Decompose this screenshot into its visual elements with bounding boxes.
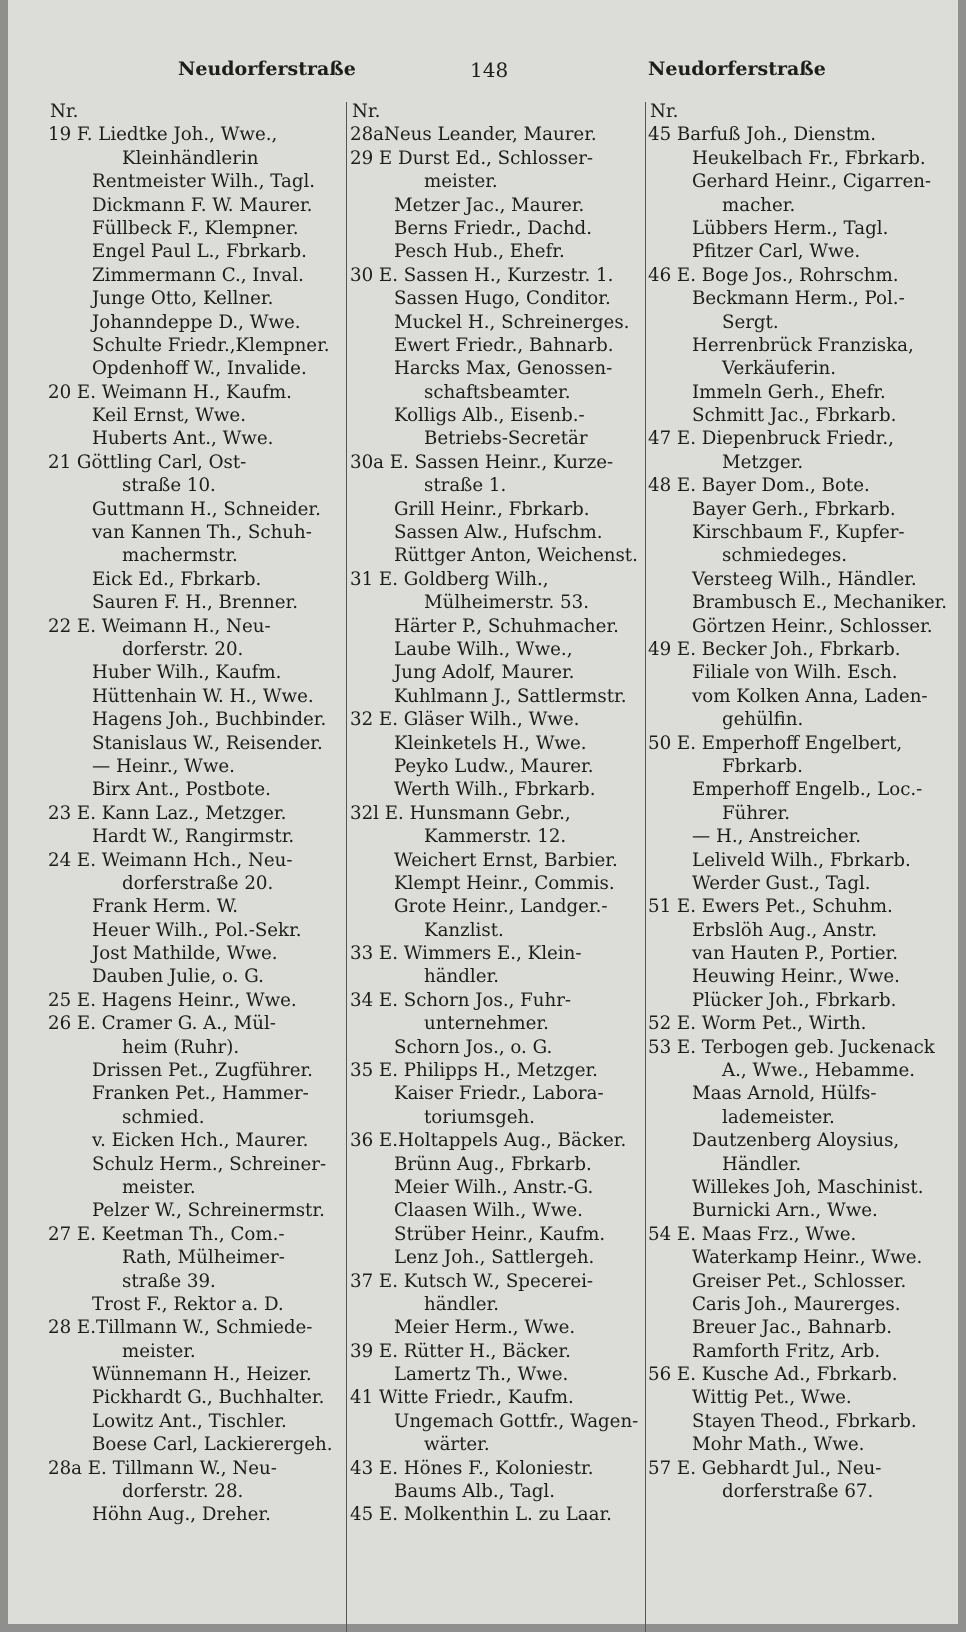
directory-line: 57 E. Gebhardt Jul., Neu- [648, 1457, 882, 1479]
directory-line: schmiedeges. [722, 545, 847, 567]
directory-line: 28aNeus Leander, Maurer. [350, 124, 597, 146]
directory-line: Frank Herm. W. [92, 896, 239, 918]
directory-line: Huberts Ant., Wwe. [92, 428, 274, 450]
directory-line: 41 Witte Friedr., Kaufm. [350, 1387, 574, 1409]
directory-line: Herrenbrück Franziska, [692, 334, 914, 356]
directory-line: Grill Heinr., Fbrkarb. [394, 498, 590, 520]
directory-line: Boese Carl, Lackierergeh. [92, 1434, 333, 1456]
directory-line: 24 E. Weimann Hch., Neu- [48, 849, 293, 871]
directory-line: Waterkamp Heinr., Wwe. [692, 1247, 923, 1269]
directory-line: 26 E. Cramer G. A., Mül- [48, 1013, 276, 1035]
directory-line: Pickhardt G., Buchhalter. [92, 1387, 325, 1409]
directory-line: Drissen Pet., Zugführer. [92, 1060, 313, 1082]
directory-line: Wittig Pet., Wwe. [692, 1387, 852, 1409]
directory-line: dorferstraße 20. [122, 872, 274, 894]
directory-line: 56 E. Kusche Ad., Fbrkarb. [648, 1364, 898, 1386]
directory-line: gehülfin. [722, 709, 804, 731]
directory-line: 48 E. Bayer Dom., Bote. [648, 475, 870, 497]
directory-line: Kirschbaum F., Kupfer- [692, 522, 905, 544]
directory-line: Mohr Math., Wwe. [692, 1434, 865, 1456]
directory-line: dorferstraße 67. [722, 1481, 874, 1503]
directory-line: Lübbers Herm., Tagl. [692, 217, 889, 239]
directory-page [8, 0, 958, 1624]
directory-line: Strüber Heinr., Kaufm. [394, 1223, 606, 1245]
directory-line: Kolligs Alb., Eisenb.- [394, 405, 585, 427]
directory-line: Rentmeister Wilh., Tagl. [92, 171, 316, 193]
directory-line: Grote Heinr., Landger.- [394, 896, 608, 918]
directory-line: 46 E. Boge Jos., Rohrschm. [648, 264, 899, 286]
directory-line: Beckmann Herm., Pol.- [692, 288, 905, 310]
directory-line: v. Eicken Hch., Maurer. [92, 1130, 309, 1152]
directory-line: Schorn Jos., o. G. [394, 1036, 553, 1058]
directory-line: Weichert Ernst, Barbier. [394, 849, 618, 871]
directory-line: schaftsbeamter. [424, 381, 571, 403]
directory-line: Pfitzer Carl, Wwe. [692, 241, 861, 263]
directory-line: Filiale von Wilh. Esch. [692, 662, 898, 684]
column-2 [348, 100, 648, 1527]
directory-line: Gerhard Heinr., Cigarren- [692, 171, 932, 193]
directory-line: 45 Barfuß Joh., Dienstm. [648, 124, 877, 146]
directory-line: Metzer Jac., Maurer. [394, 194, 585, 216]
directory-line: Claasen Wilh., Wwe. [394, 1200, 583, 1222]
directory-line: macher. [722, 194, 796, 216]
directory-line: Sauren F. H., Brenner. [92, 592, 299, 614]
directory-line: Kleinhändlerin [122, 147, 259, 169]
directory-line: 43 E. Hönes F., Koloniestr. [350, 1457, 594, 1479]
header-street-right: Neudorferstraße [648, 58, 826, 80]
directory-line: Heuer Wilh., Pol.-Sekr. [92, 919, 302, 941]
directory-line: Ungemach Gottfr., Wagen- [394, 1410, 639, 1432]
directory-line: Bayer Gerh., Fbrkarb. [692, 498, 896, 520]
directory-line: Johanndeppe D., Wwe. [92, 311, 301, 333]
directory-line: — Heinr., Wwe. [92, 755, 235, 777]
directory-line: Kaiser Friedr., Labora- [394, 1083, 604, 1105]
directory-line: Lenz Joh., Sattlergeh. [394, 1247, 595, 1269]
directory-line: 31 E. Goldberg Wilh., [350, 568, 549, 590]
directory-line: Verkäuferin. [722, 358, 836, 380]
directory-line: Dautzenberg Aloysius, [692, 1130, 900, 1152]
directory-line: Leliveld Wilh., Fbrkarb. [692, 849, 911, 871]
directory-line: Werth Wilh., Fbrkarb. [394, 779, 596, 801]
directory-line: lademeister. [722, 1106, 835, 1128]
directory-line: Lowitz Ant., Tischler. [92, 1410, 287, 1432]
directory-line: händler. [424, 966, 499, 988]
directory-line: Eick Ed., Fbrkarb. [92, 568, 262, 590]
directory-line: 21 Göttling Carl, Ost- [48, 451, 247, 473]
directory-line: van Hauten P., Portier. [692, 943, 898, 965]
directory-line: Baums Alb., Tagl. [394, 1481, 556, 1503]
directory-line: Pelzer W., Schreinermstr. [92, 1200, 325, 1222]
directory-line: Versteeg Wilh., Händler. [692, 568, 917, 590]
directory-line: Görtzen Heinr., Schlosser. [692, 615, 933, 637]
directory-line: 54 E. Maas Frz., Wwe. [648, 1223, 857, 1245]
directory-line: Wünnemann H., Heizer. [92, 1364, 312, 1386]
directory-line: 27 E. Keetman Th., Com.- [48, 1223, 285, 1245]
directory-line: Erbslöh Aug., Anstr. [692, 919, 878, 941]
directory-line: Hüttenhain W. H., Wwe. [92, 685, 314, 707]
directory-line: Metzger. [722, 451, 804, 473]
directory-line: meister. [122, 1176, 196, 1198]
directory-line: Trost F., Rektor a. D. [92, 1293, 284, 1315]
directory-line: Werder Gust., Tagl. [692, 872, 871, 894]
directory-line: 45 E. Molkenthin L. zu Laar. [350, 1504, 612, 1526]
directory-line: Fbrkarb. [722, 755, 803, 777]
column-3 [646, 100, 946, 1503]
directory-line: Meier Wilh., Anstr.-G. [394, 1176, 594, 1198]
directory-line: Peyko Ludw., Maurer. [394, 755, 594, 777]
directory-line: Opdenhoff W., Invalide. [92, 358, 307, 380]
directory-line: toriumsgeh. [424, 1106, 535, 1128]
directory-line: Junge Otto, Kellner. [92, 288, 274, 310]
directory-line: Engel Paul L., Fbrkarb. [92, 241, 307, 263]
directory-line: Muckel H., Schreinerges. [394, 311, 630, 333]
directory-line: Sassen Alw., Hufschm. [394, 522, 603, 544]
directory-line: Greiser Pet., Schlosser. [692, 1270, 907, 1292]
directory-line: Schulte Friedr.,Klempner. [92, 334, 330, 356]
directory-line: Dauben Julie, o. G. [92, 966, 264, 988]
directory-line: van Kannen Th., Schuh- [92, 522, 312, 544]
directory-line: 19 F. Liedtke Joh., Wwe., [48, 124, 278, 146]
directory-line: meister. [424, 171, 498, 193]
directory-line: meister. [122, 1340, 196, 1362]
directory-line: 29 E Durst Ed., Schlosser- [350, 147, 594, 169]
directory-line: Kuhlmann J., Sattlermstr. [394, 685, 627, 707]
directory-line: Maas Arnold, Hülfs- [692, 1083, 877, 1105]
directory-line: Lamertz Th., Wwe. [394, 1364, 569, 1386]
directory-line: A., Wwe., Hebamme. [722, 1060, 915, 1082]
directory-line: 49 E. Becker Joh., Fbrkarb. [648, 638, 901, 660]
column-heading: Nr. [352, 101, 381, 122]
directory-line: 53 E. Terbogen geb. Juckenack [648, 1036, 935, 1058]
directory-line: wärter. [424, 1434, 490, 1456]
directory-line: Höhn Aug., Dreher. [92, 1504, 271, 1526]
directory-line: Breuer Jac., Bahnarb. [692, 1317, 893, 1339]
directory-line: Dickmann F. W. Maurer. [92, 194, 313, 216]
directory-line: Rath, Mülheimer- [122, 1247, 285, 1269]
directory-line: Pesch Hub., Ehefr. [394, 241, 565, 263]
directory-line: Ewert Friedr., Bahnarb. [394, 334, 614, 356]
directory-line: Kleinketels H., Wwe. [394, 732, 587, 754]
directory-line: Guttmann H., Schneider. [92, 498, 321, 520]
directory-line: Füllbeck F., Klempner. [92, 217, 299, 239]
directory-line: 28 E.Tillmann W., Schmiede- [48, 1317, 313, 1339]
directory-line: Ramforth Fritz, Arb. [692, 1340, 881, 1362]
directory-line: schmied. [122, 1106, 205, 1128]
directory-line: Laube Wilh., Wwe., [394, 638, 573, 660]
directory-line: unternehmer. [424, 1013, 549, 1035]
directory-line: 52 E. Worm Pet., Wirth. [648, 1013, 867, 1035]
directory-line: 50 E. Emperhoff Engelbert, [648, 732, 903, 754]
directory-line: straße 10. [122, 475, 216, 497]
directory-line: Sergt. [722, 311, 779, 333]
directory-line: 39 E. Rütter H., Bäcker. [350, 1340, 571, 1362]
directory-line: 35 E. Philipps H., Metzger. [350, 1060, 598, 1082]
directory-line: Härter P., Schuhmacher. [394, 615, 619, 637]
directory-line: dorferstr. 20. [122, 638, 244, 660]
directory-line: 32l E. Hunsmann Gebr., [350, 802, 571, 824]
directory-line: 47 E. Diepenbruck Friedr., [648, 428, 894, 450]
directory-line: 22 E. Weimann H., Neu- [48, 615, 271, 637]
directory-line: straße 1. [424, 475, 507, 497]
directory-line: Heuwing Heinr., Wwe. [692, 966, 900, 988]
directory-line: 34 E. Schorn Jos., Fuhr- [350, 989, 572, 1011]
directory-line: vom Kolken Anna, Laden- [692, 685, 928, 707]
directory-line: händler. [424, 1293, 499, 1315]
directory-line: dorferstr. 28. [122, 1481, 244, 1503]
directory-line: Burnicki Arn., Wwe. [692, 1200, 878, 1222]
directory-line: Stanislaus W., Reisender. [92, 732, 323, 754]
directory-line: Schmitt Jac., Fbrkarb. [692, 405, 897, 427]
directory-line: Franken Pet., Hammer- [92, 1083, 309, 1105]
directory-line: Meier Herm., Wwe. [394, 1317, 576, 1339]
directory-line: heim (Ruhr). [122, 1036, 240, 1058]
directory-line: 23 E. Kann Laz., Metzger. [48, 802, 287, 824]
directory-line: Berns Friedr., Dachd. [394, 217, 592, 239]
directory-line: straße 39. [122, 1270, 216, 1292]
directory-line: 51 E. Ewers Pet., Schuhm. [648, 896, 893, 918]
directory-line: Brünn Aug., Fbrkarb. [394, 1153, 592, 1175]
directory-line: 33 E. Wimmers E., Klein- [350, 943, 582, 965]
directory-line: Immeln Gerh., Ehefr. [692, 381, 886, 403]
directory-line: Betriebs-Secretär [424, 428, 588, 450]
directory-line: Kammerstr. 12. [424, 826, 567, 848]
directory-line: — H., Anstreicher. [692, 826, 862, 848]
page-number: 148 [470, 58, 509, 82]
directory-line: machermstr. [122, 545, 238, 567]
column-heading: Nr. [650, 101, 679, 122]
directory-line: 28a E. Tillmann W., Neu- [48, 1457, 277, 1479]
directory-line: Emperhoff Engelb., Loc.- [692, 779, 923, 801]
directory-line: Hardt W., Rangirmstr. [92, 826, 295, 848]
directory-line: 30a E. Sassen Heinr., Kurze- [350, 451, 614, 473]
directory-line: Jung Adolf, Maurer. [394, 662, 575, 684]
directory-line: Sassen Hugo, Conditor. [394, 288, 611, 310]
directory-line: Heukelbach Fr., Fbrkarb. [692, 147, 926, 169]
directory-line: 25 E. Hagens Heinr., Wwe. [48, 989, 297, 1011]
directory-line: Rüttger Anton, Weichenst. [394, 545, 638, 567]
directory-line: Plücker Joh., Fbrkarb. [692, 989, 897, 1011]
directory-line: 30 E. Sassen H., Kurzestr. 1. [350, 264, 614, 286]
directory-line: Mülheimerstr. 53. [424, 592, 589, 614]
header-street-left: Neudorferstraße [178, 58, 356, 80]
directory-line: Harcks Max, Genossen- [394, 358, 613, 380]
directory-line: Jost Mathilde, Wwe. [92, 943, 278, 965]
directory-line: Hagens Joh., Buchbinder. [92, 709, 327, 731]
directory-line: 32 E. Gläser Wilh., Wwe. [350, 709, 580, 731]
directory-line: Willekes Joh, Maschinist. [692, 1176, 924, 1198]
directory-line: Stayen Theod., Fbrkarb. [692, 1410, 917, 1432]
directory-line: Brambusch E., Mechaniker. [692, 592, 948, 614]
column-heading: Nr. [50, 101, 79, 122]
directory-line: Schulz Herm., Schreiner- [92, 1153, 327, 1175]
directory-line: Birx Ant., Postbote. [92, 779, 271, 801]
column-1 [46, 100, 351, 1527]
directory-line: Huber Wilh., Kaufm. [92, 662, 282, 684]
directory-line: Caris Joh., Maurerges. [692, 1293, 901, 1315]
directory-line: Klempt Heinr., Commis. [394, 872, 615, 894]
directory-line: Keil Ernst, Wwe. [92, 405, 246, 427]
directory-line: Kanzlist. [424, 919, 504, 941]
directory-line: Händler. [722, 1153, 802, 1175]
directory-line: 37 E. Kutsch W., Specerei- [350, 1270, 594, 1292]
page-header [8, 58, 958, 88]
directory-line: Zimmermann C., Inval. [92, 264, 304, 286]
directory-line: 20 E. Weimann H., Kaufm. [48, 381, 292, 403]
directory-line: 36 E.Holtappels Aug., Bäcker. [350, 1130, 627, 1152]
directory-line: Führer. [722, 802, 790, 824]
